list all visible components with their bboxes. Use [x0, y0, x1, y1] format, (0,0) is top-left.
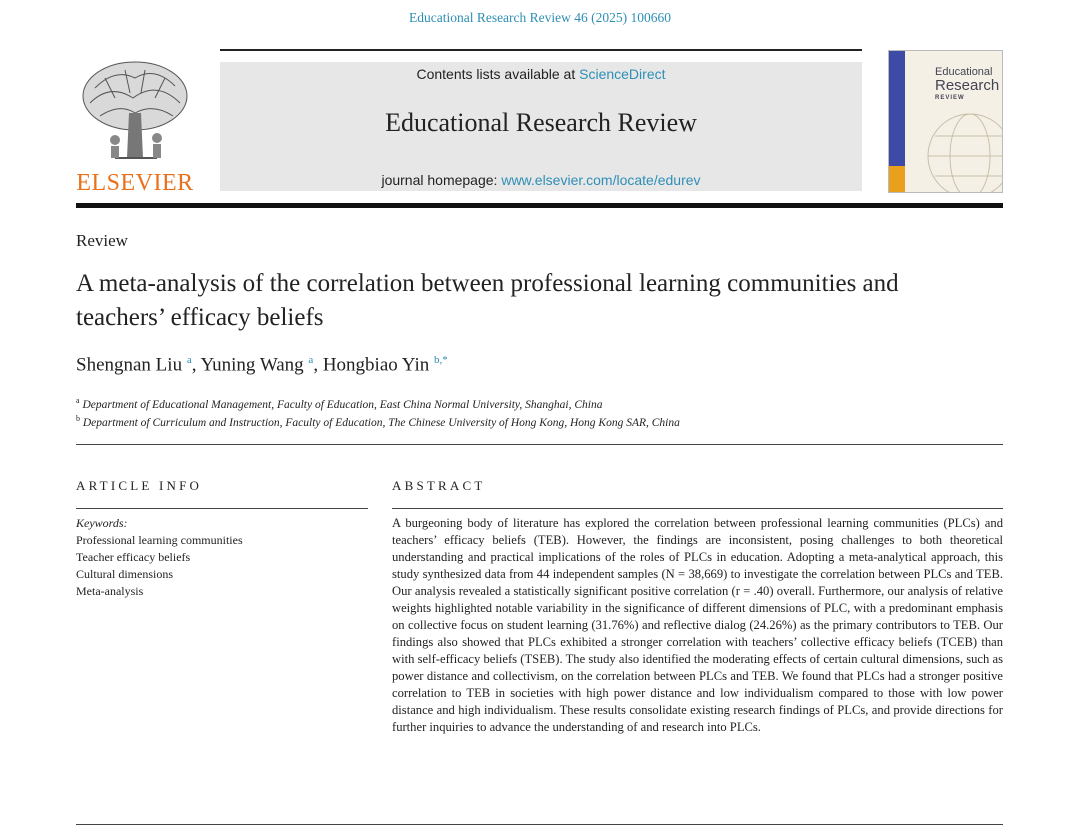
article-title: A meta-analysis of the correlation between professional learning communities and teachers’ efficacy beliefs: [76, 270, 899, 331]
affiliation-text: Department of Educational Management, Faculty of Education, East China Normal University, Shanghai, China: [82, 398, 603, 411]
article-info-heading: ARTICLE INFO: [76, 478, 203, 493]
cover-title-line3: REVIEW: [935, 95, 965, 101]
affiliation-mark: b: [76, 414, 80, 423]
affiliation-a: [76, 396, 602, 411]
author-affiliation-mark[interactable]: a: [186, 354, 192, 366]
elsevier-logo[interactable]: [70, 58, 200, 196]
author-affiliation-mark[interactable]: a: [308, 354, 314, 366]
article-info-rule: [76, 508, 368, 509]
cover-title: [935, 67, 999, 104]
journal-citation-link[interactable]: Educational Research Review 46 (2025) 100660: [408, 10, 672, 25]
author-list: [76, 354, 448, 376]
journal-cover-thumbnail[interactable]: [888, 50, 1003, 193]
section-divider: [76, 444, 1003, 445]
cover-title-line1: Educational: [935, 66, 993, 78]
abstract-rule: [392, 508, 1003, 509]
abstract-text: A burgeoning body of literature has explored the correlation between professional learning communities (PLCs) and teachers’ efficacy beliefs (TEB). However, the findings are inconsistent, posing challenges to both theoretical understanding and practical implications of the roles of PLCs in education. Adopting a meta-analytical approach, this study synthesized data from 44 independent samples (N = 38,669) to investigate the correlation between PLCs and TEB. Our analysis revealed a statistically significant positive correlation (r = .40) overall. Furthermore, our analysis of relative weights highlighted notable variability in the significance of different dimensions of PLC, with a predominant emphasis on collective focus on student learning (31.76%) and reflective dialog (24.26%) as the primary contributors to TEB. Our findings also showed that PLCs exhibited a stronger correlation with teachers’ collective efficacy beliefs (TCEB) than with self-efficacy beliefs (TSEB). The study also identified the moderating effects of certain cultural dimensions, such as power distance and collectivism, on the correlation between PLCs and TEB. We found that PLCs had a stronger positive correlation to TEB in societies with high power distance and low individualism compared to those with low power distance and high individualism. These results consolidate existing research findings of PLCs, and provide directions for further inquiries to advance the understanding of and research into PLCs.: [392, 516, 1003, 734]
affiliation-text: Department of Curriculum and Instruction, Faculty of Education, The Chinese University of Hong Kong, Hong Kong SAR, China: [82, 416, 680, 429]
author-name[interactable]: Shengnan Liu: [76, 354, 183, 376]
homepage-prefix: journal homepage:: [381, 172, 502, 188]
sciencedirect-link[interactable]: ScienceDirect: [579, 66, 666, 82]
keyword-item: Cultural dimensions: [76, 567, 173, 581]
author-separator: ,: [191, 354, 201, 376]
header-top-rule: [220, 49, 862, 51]
contents-line: [220, 66, 862, 82]
abstract-heading: ABSTRACT: [392, 478, 486, 493]
cover-strip-accent: [889, 166, 905, 192]
journal-banner: [220, 62, 862, 191]
author-affiliation-mark[interactable]: b,*: [434, 354, 448, 366]
journal-title: Educational Research Review: [385, 108, 697, 137]
footer-rule: [76, 824, 1003, 825]
keyword-item: Teacher efficacy beliefs: [76, 550, 191, 564]
contents-prefix: Contents lists available at: [416, 66, 580, 82]
affiliation-b: [76, 414, 680, 429]
affiliation-mark: a: [76, 396, 80, 405]
homepage-line: [220, 172, 862, 188]
author-name[interactable]: Hongbiao Yin: [322, 354, 430, 376]
author-name[interactable]: Yuning Wang: [200, 354, 304, 376]
journal-homepage-link[interactable]: www.elsevier.com/locate/edurev: [501, 172, 701, 188]
cover-title-line2: Research: [935, 77, 1000, 94]
author-separator: ,: [313, 354, 323, 376]
keyword-item: Meta-analysis: [76, 584, 144, 598]
keywords-block: [76, 515, 243, 600]
keywords-label: Keywords:: [76, 516, 128, 530]
publisher-name: ELSEVIER: [76, 170, 194, 196]
header-bottom-rule: [76, 203, 1003, 208]
globe-icon: [925, 111, 1003, 193]
tree-logo-icon: [75, 58, 195, 166]
article-type: Review: [76, 231, 128, 250]
keyword-item: Professional learning communities: [76, 533, 243, 547]
